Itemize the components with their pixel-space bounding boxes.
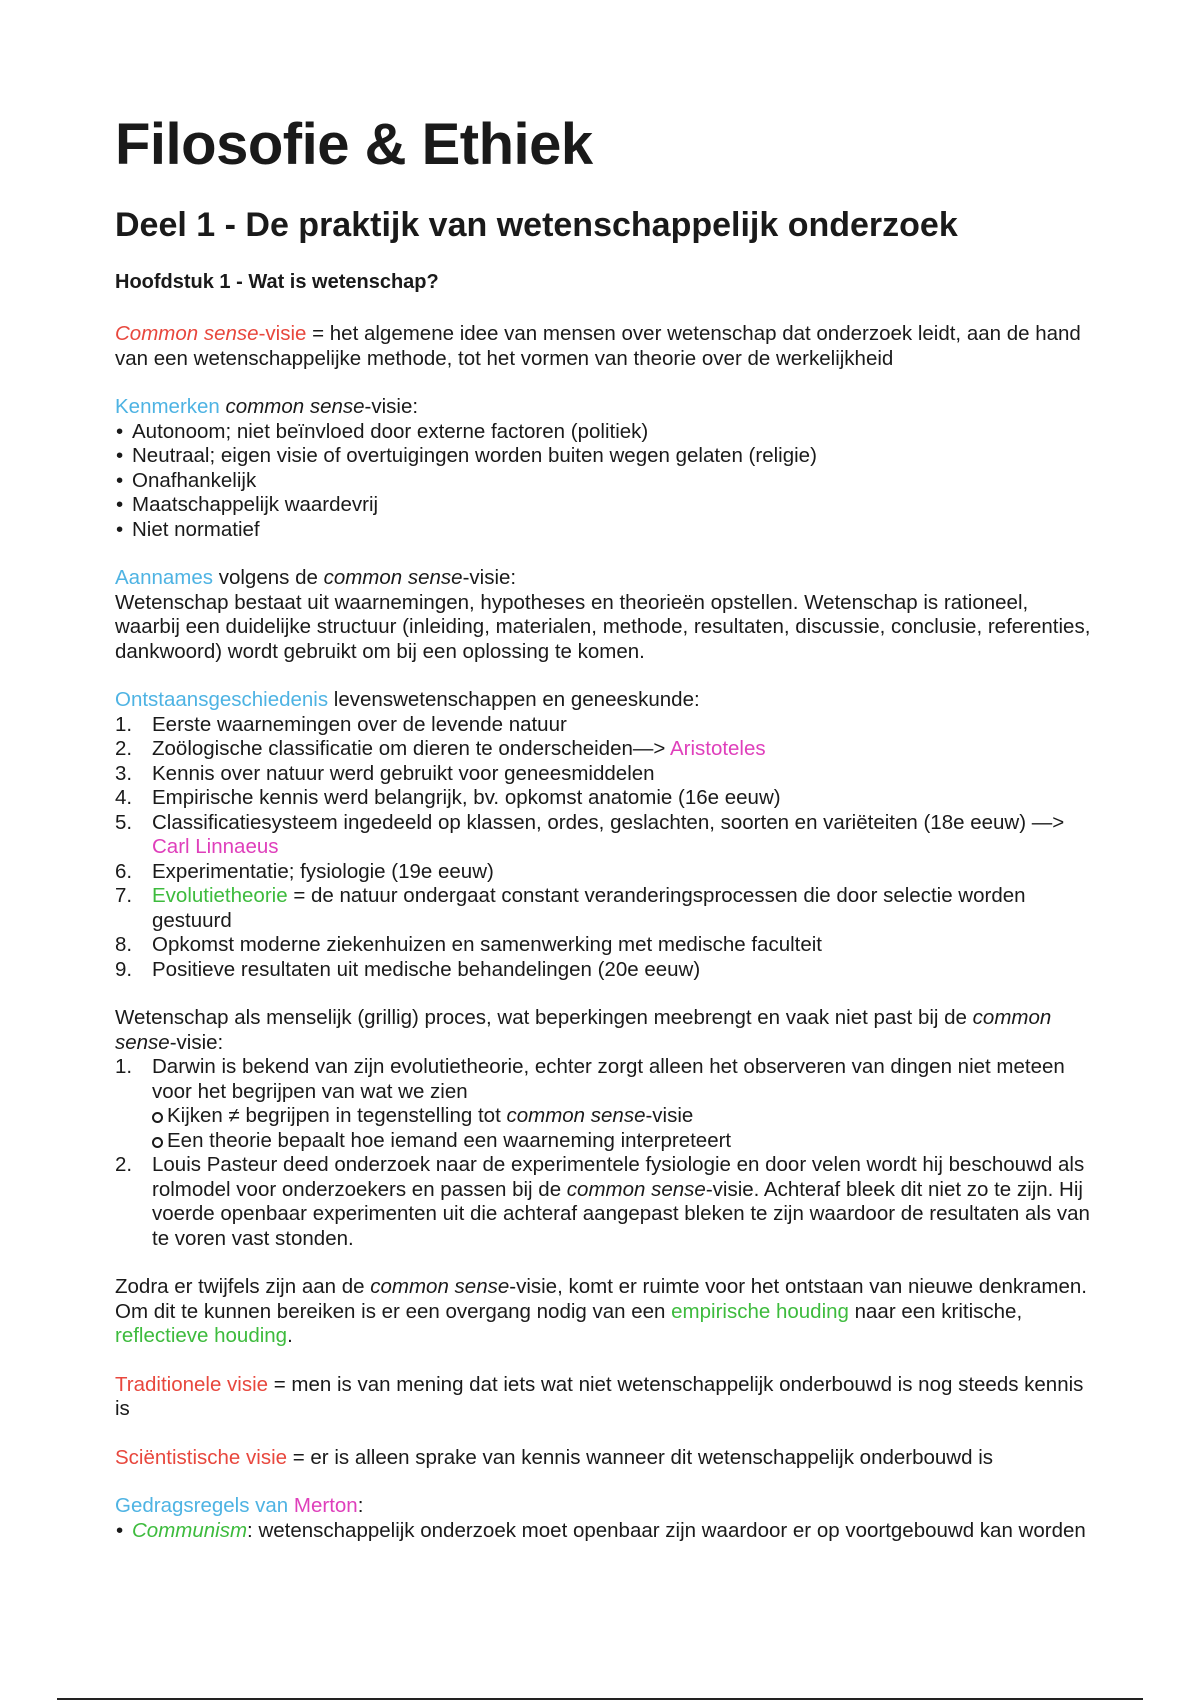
common-sense-text: = het algemene idee van mensen over wetenschap dat onderzoek leidt, aan de hand van een wetenschappelijke methode, tot het vormen van theorie over de werkelijkheid (115, 322, 1081, 370)
list-item: 2. Louis Pasteur deed onderzoek naar de experimentele fysiologie en door velen wordt hij beschouwd als rolmodel voor onderzoekers en passen bij de common sense-visie. Achteraf bleek dit niet zo te zijn. Hij voerde openbaar experimenten uit die achteraf aangepast bleken te zijn waardoor de resultaten als van te voren vast stonden. (115, 1153, 1090, 1250)
sub-list-item: Kijken ≠ begrijpen in tegenstelling tot common sense-visie (152, 1104, 1095, 1129)
list-item: 4. Empirische kennis werd belangrijk, bv. opkomst anatomie (16e eeuw) (115, 786, 781, 810)
merton-section: Gedragsregels van Merton: • Communism: wetenschappelijk onderzoek moet openbaar zijn waardoor er op voortgebouwd kan worden (115, 1494, 1095, 1543)
part-heading: Deel 1 - De praktijk van wetenschappelijk onderzoek (115, 205, 958, 244)
list-item: 1. Eerste waarnemingen over de levende natuur (115, 712, 567, 736)
traditionele-visie-definition: Traditionele visie = men is van mening dat iets wat niet wetenschappelijk onderbouwd is nog steeds kennis is (115, 1372, 1084, 1421)
sub-list (152, 1104, 1095, 1153)
list-item: 1. Darwin is bekend van zijn evolutietheorie, echter zorgt alleen het observeren van dingen niet meteen voor het begrijpen van wat we zien Kijken ≠ begrijpen in tegenstelling tot common sense-visie Een theorie bepaalt hoe iemand een waarneming interpreteert (115, 1055, 1095, 1153)
proces-section: Wetenschap als menselijk (grillig) proces, wat beperkingen meebrengt en vaak niet past bij de common sense-visie: 1. Darwin is bekend van zijn evolutietheorie, echter zorgt alleen het observeren van dingen niet meteen voor het begrijpen van wat we zien Kijken ≠ begrijpen in tegenstelling tot common sense-visie Een theorie bepaalt hoe iemand een waarneming interpreteert 2. Louis Pasteur deed onderzoek naar de experimentele fysiologie en door velen wordt hij beschouwd als rolmodel voor onderzoekers en passen bij de common sense-visie. Achteraf bleek dit niet zo te zijn. Hij voerde openbaar experimenten uit die achteraf aangepast bleken te zijn waardoor de resultaten als van te voren vast stonden. (115, 1006, 1095, 1251)
document-title: Filosofie & Ethiek (115, 112, 593, 177)
ontstaan-list (115, 713, 1095, 983)
list-item: • Autonoom; niet beïnvloed door externe factoren (politiek) (115, 420, 1095, 445)
list-item: • Maatschappelijk waardevrij (115, 493, 1095, 518)
aannames-text: Wetenschap bestaat uit waarnemingen, hypotheses en theorieën opstellen. Wetenschap is rationeel, waarbij een duidelijke structuur (inleiding, materialen, methode, resultaten, discussie, conclusie, referenties, dankwoord) wordt gebruikt om bij een oplossing te komen. (115, 590, 1091, 663)
common-sense-definition: Common sense-visie = het algemene idee van mensen over wetenschap dat onderzoek leidt, aan de hand van een wetenschappelijke methode, tot het vormen van theorie over de werkelijkheid (115, 322, 1081, 370)
merton-label: Gedragsregels van (115, 1494, 294, 1518)
ontstaan-section: Ontstaansgeschiedenis levenswetenschappen en geneeskunde: 1. Eerste waarnemingen over de levende natuur 2. Zoölogische classificatie om dieren te onderscheiden—> Aristoteles 3. Kennis over natuur werd gebruikt voor geneesmiddelen 4. Empirische kennis werd belangrijk, bv. opkomst anatomie (16e eeuw) 5. Classificatiesysteem ingedeeld op klassen, ordes, geslachten, soorten en variëteiten (18e eeuw) —> Carl Linnaeus 6. Experimentatie; fysiologie (19e eeuw) 7. Evolutietheorie = de natuur ondergaat constant veranderingsprocessen die door selectie worden gestuurd 8. Opkomst moderne ziekenhuizen en samenwerking met medische faculteit 9. Positieve resultaten uit medische behandelingen (20e eeuw) (115, 688, 1095, 982)
common-sense-term: Common sense (115, 322, 259, 346)
traditionele-visie-term: Traditionele visie (115, 1372, 269, 1396)
merton-list (115, 1519, 1095, 1544)
list-item: • Communism: wetenschappelijk onderzoek moet openbaar zijn waardoor er op voortgebouwd kan worden (115, 1519, 1095, 1544)
proces-list (115, 1055, 1095, 1251)
aannames-label: Aannames (115, 566, 214, 590)
empirische-houding-term: empirische houding (671, 1299, 849, 1323)
chapter-heading: Hoofdstuk 1 - Wat is wetenschap? (115, 271, 439, 294)
kenmerken-section: Kenmerken common sense-visie: • Autonoom; niet beïnvloed door externe factoren (politiek) • Neutraal; eigen visie of overtuigingen worden buiten wegen gelaten (religie) • Onafhankelijk • Maatschappelijk waardevrij • Niet normatief (115, 395, 1095, 542)
communism-term: Communism (132, 1518, 248, 1542)
list-item: • Onafhankelijk (115, 469, 1095, 494)
evolutietheorie-term: Evolutietheorie (152, 884, 288, 908)
scientistische-visie-term: Sciëntistische visie (115, 1445, 288, 1469)
twijfels-paragraph: Zodra er twijfels zijn aan de common sense-visie, komt er ruimte voor het ontstaan van nieuwe denkramen. Om dit te kunnen bereiken is er een overgang nodig van een empirische houding naar een kritische, reflectieve houding. (115, 1275, 1087, 1348)
list-item: 5. Classificatiesysteem ingedeeld op klassen, ordes, geslachten, soorten en variëteiten (18e eeuw) —> Carl Linnaeus (115, 810, 1065, 859)
list-item: 3. Kennis over natuur werd gebruikt voor geneesmiddelen (115, 761, 655, 785)
list-item: 2. Zoölogische classificatie om dieren te onderscheiden—> Aristoteles (115, 737, 766, 761)
list-item: 7. Evolutietheorie = de natuur ondergaat constant veranderingsprocessen die door selectie worden gestuurd (115, 884, 1026, 932)
linnaeus-name: Carl Linnaeus (152, 835, 279, 859)
ontstaan-label: Ontstaansgeschiedenis (115, 688, 329, 712)
list-item: 8. Opkomst moderne ziekenhuizen en samenwerking met medische faculteit (115, 933, 822, 957)
list-item: 6. Experimentatie; fysiologie (19e eeuw) (115, 859, 494, 883)
list-item: • Neutraal; eigen visie of overtuigingen worden buiten wegen gelaten (religie) (115, 444, 1095, 469)
kenmerken-list (115, 420, 1095, 543)
sub-list-item: Een theorie bepaalt hoe iemand een waarneming interpreteert (152, 1129, 1095, 1154)
scientistische-visie-definition: Sciëntistische visie = er is alleen sprake van kennis wanneer dit wetenschappelijk onderbouwd is (115, 1445, 994, 1469)
list-item: • Niet normatief (115, 518, 1095, 543)
list-item: 9. Positieve resultaten uit medische behandelingen (20e eeuw) (115, 957, 701, 981)
aristoteles-name: Aristoteles (669, 737, 766, 761)
merton-name: Merton (293, 1494, 358, 1518)
document-page (115, 112, 1095, 1543)
kenmerken-label: Kenmerken (115, 395, 220, 419)
reflectieve-houding-term: reflectieve houding (115, 1324, 288, 1348)
aannames-section: Aannames volgens de common sense-visie: Wetenschap bestaat uit waarnemingen, hypotheses en theorieën opstellen. Wetenschap is rationeel, waarbij een duidelijke structuur (inleiding, materialen, methode, resultaten, discussie, conclusie, referenties, dankwoord) wordt gebruikt om bij een oplossing te komen. (115, 566, 1095, 664)
